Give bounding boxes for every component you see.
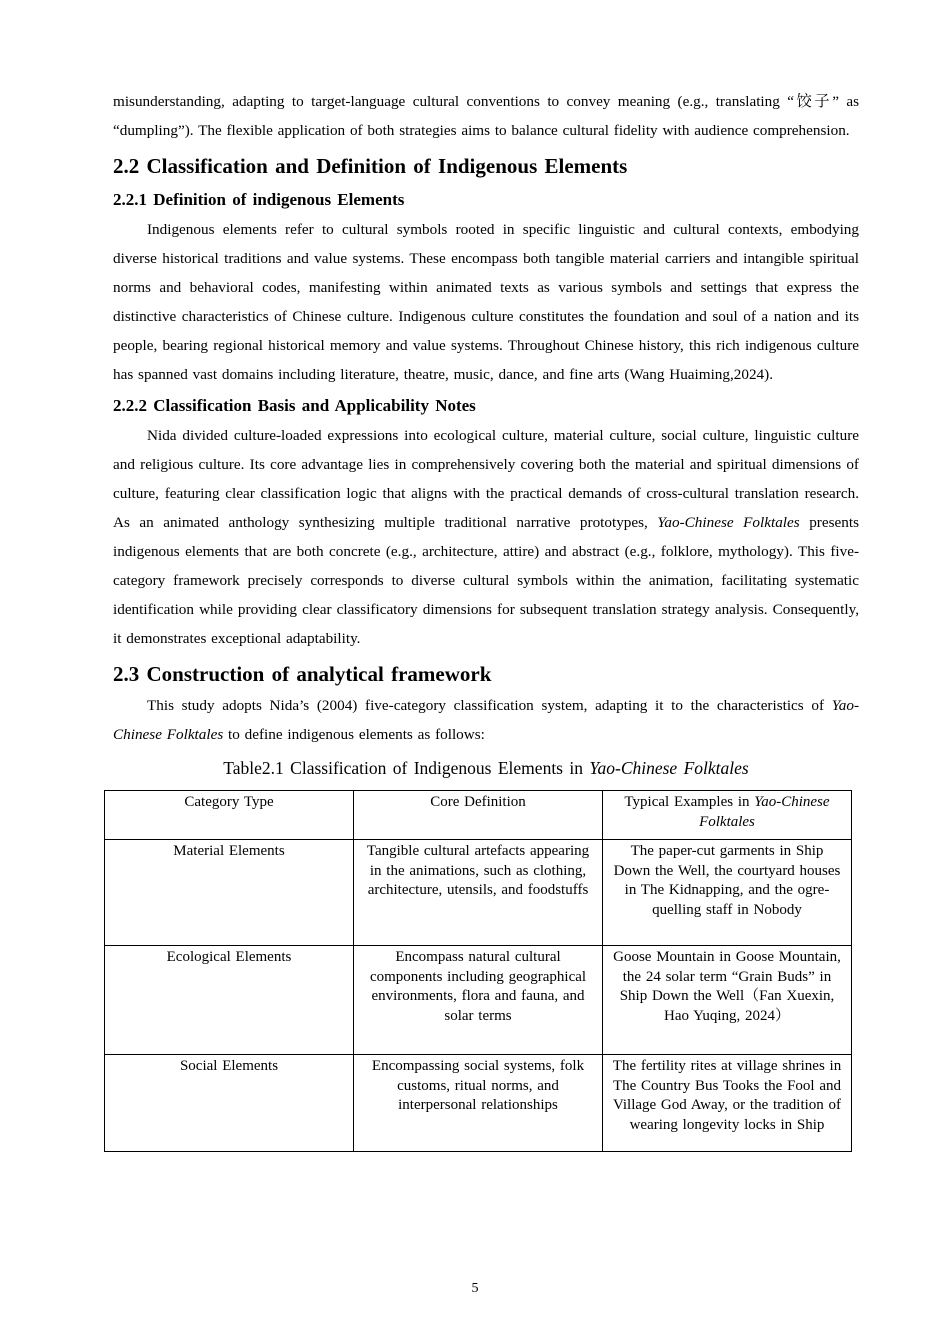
definition-paragraph: Indigenous elements refer to cultural symbols rooted in specific linguistic and cultural contexts, embodying diverse historical traditions and value systems. These encompass both tangible material carriers and intangible spiritual norms and behavioral codes, manifesting within animated texts as various symbols and settings that express the distinctive characteristics of Chinese culture. Indigenous culture constitutes the foundation and soul of a nation and its people, bearing regional historical memory and value systems. Throughout Chinese history, this rich indigenous culture has spanned vast domains including literature, theatre, music, dance, and fine arts (Wang Huaiming,2024). <box>113 221 859 383</box>
category-cell: Ecological Elements <box>105 946 354 1055</box>
header-typical-examples <box>603 791 852 840</box>
page-number: 5 <box>471 1281 479 1296</box>
classification-paragraph <box>113 421 859 653</box>
table-row <box>105 840 852 946</box>
header-examples-title: Yao-Chinese Folktales <box>699 794 830 830</box>
classification-text-start: Nida divided culture-loaded expressions into ecological culture, material culture, social culture, linguistic culture and religious culture. Its core advantage lies in comprehensively covering both the material and spiritual dimensions of culture, featuring clear classification logic that aligns with the practical demands of cross-cultural translation research. As an animated anthology synthesizing multiple traditional narrative prototypes, <box>113 427 859 531</box>
examples-cell-content: The fertility rites at village shrines in The Country Bus Tooks the Fool and Village God Away, or the tradition of wearing longevity locks in Ship <box>612 1058 842 1133</box>
table-row <box>105 1055 852 1152</box>
table-caption-title: Yao-Chinese Folktales <box>589 758 749 778</box>
work-title: Yao-Chinese Folktales <box>113 697 859 743</box>
section-2-3-heading: 2.3 Construction of analytical framework <box>113 662 492 686</box>
table-row <box>105 946 852 1055</box>
header-examples-text: Typical Examples in <box>624 794 755 810</box>
section-2-2-heading: 2.2 Classification and Definition of Indigenous Elements <box>113 154 628 178</box>
table-header-row <box>105 791 852 840</box>
header-category-type: Category Type <box>105 791 354 840</box>
examples-cell: The paper-cut garments in Ship Down the Well, the courtyard houses in The Kidnapping, and the ogre-quelling staff in Nobody <box>603 840 852 946</box>
category-cell: Material Elements <box>105 840 354 946</box>
category-cell: Social Elements <box>105 1055 354 1152</box>
section-2-2-1-heading: 2.2.1 Definition of indigenous Elements <box>113 190 405 209</box>
definition-cell: Encompass natural cultural components including geographical environments, flora and fauna, and solar terms <box>354 946 603 1055</box>
table-caption-text: Table2.1 Classification of Indigenous Elements in <box>223 758 590 778</box>
classification-text-end: presents indigenous elements that are both concrete (e.g., architecture, attire) and abstract (e.g., folklore, mythology). This five-category framework precisely corresponds to diverse cultural symbols within the animation, facilitating systematic identification while providing clear classificatory dimensions for subsequent translation strategy analysis. Consequently, it demonstrates exceptional adaptability. <box>113 514 859 647</box>
framework-text-end: to define indigenous elements as follows: <box>223 726 485 743</box>
examples-cell: Goose Mountain in Goose Mountain, the 24 solar term “Grain Buds” in Ship Down the Well（Fan Xuexin, Hao Yuqing, 2024） <box>603 946 852 1055</box>
classification-table <box>104 790 852 1152</box>
framework-text-start: This study adopts Nida’s (2004) five-category classification system, adapting it to the characteristics of <box>147 697 832 714</box>
section-2-2-2-heading: 2.2.2 Classification Basis and Applicability Notes <box>113 396 476 415</box>
definition-cell: Tangible cultural artefacts appearing in the animations, such as clothing, architecture, utensils, and foodstuffs <box>354 840 603 946</box>
work-title: Yao-Chinese Folktales <box>657 514 800 531</box>
examples-cell <box>603 1055 852 1152</box>
table-caption <box>113 755 859 781</box>
framework-paragraph <box>113 691 859 749</box>
definition-cell: Encompassing social systems, folk customs, ritual norms, and interpersonal relationships <box>354 1055 603 1152</box>
header-core-definition: Core Definition <box>354 791 603 840</box>
page-body <box>113 87 859 1152</box>
intro-paragraph: misunderstanding, adapting to target-language cultural conventions to convey meaning (e.g., translating “饺子” as “dumpling”). The flexible application of both strategies aims to balance cultural fidelity with audience comprehension. <box>113 93 859 139</box>
